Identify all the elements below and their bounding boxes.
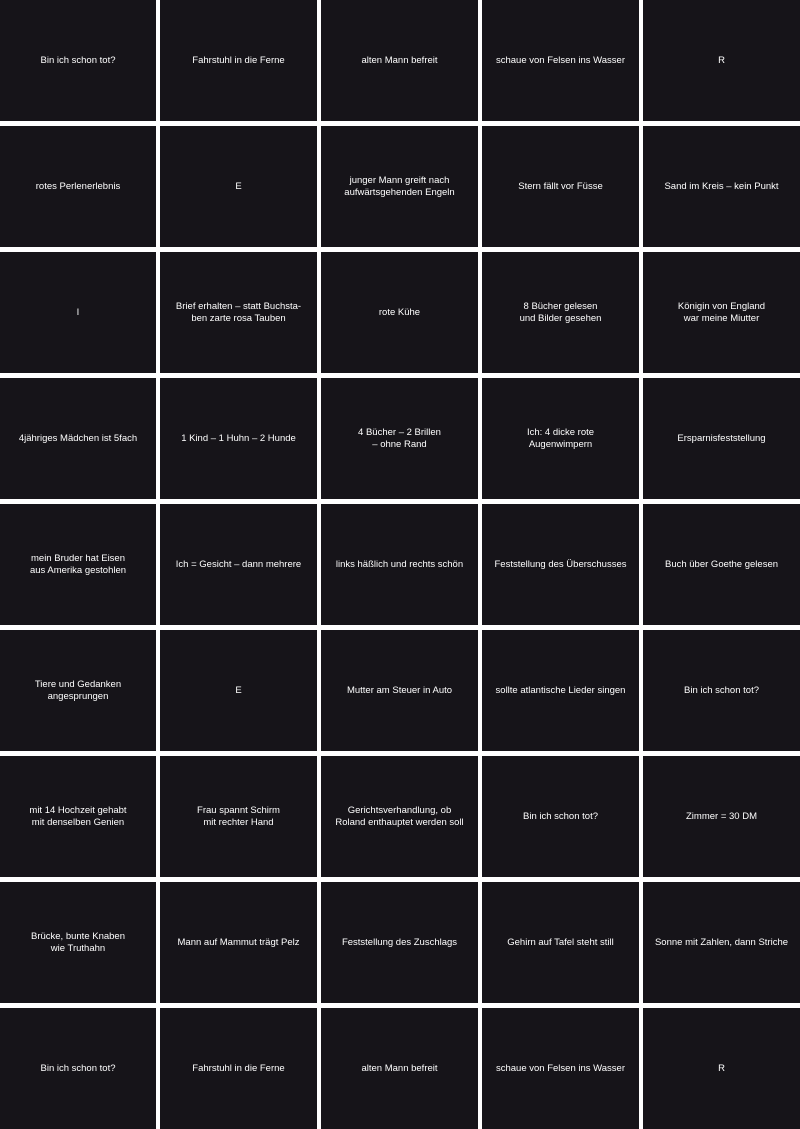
- card-text: 4 Bücher – 2 Brillen – ohne Rand: [358, 427, 441, 450]
- card-r6-c1: [0, 630, 156, 751]
- card-text: R: [718, 1062, 725, 1074]
- card-r4-c2: [160, 378, 317, 499]
- card-r3-c5: [643, 252, 800, 373]
- card-text: Fahrstuhl in die Ferne: [192, 1062, 285, 1074]
- card-text: Ersparnisfeststellung: [677, 432, 766, 444]
- card-text: 8 Bücher gelesen und Bilder gesehen: [519, 301, 602, 324]
- card-text: Brief erhalten – statt Buchsta- ben zarte rosa Tauben: [175, 301, 302, 324]
- card-text: Königin von England war meine Miutter: [677, 301, 766, 324]
- card-text: Frau spannt Schirm mit rechter Hand: [197, 805, 280, 828]
- card-r2-c5: [643, 126, 800, 247]
- card-text: rotes Perlenerlebnis: [35, 180, 121, 192]
- card-r1-c4: [482, 0, 639, 121]
- card-text: Bin ich schon tot?: [40, 54, 116, 66]
- card-r9-c3: [321, 1008, 478, 1129]
- card-text: Stern fällt vor Füsse: [518, 180, 603, 192]
- card-r5-c3: [321, 504, 478, 625]
- card-text: Bin ich schon tot?: [523, 810, 598, 822]
- card-r6-c2: [160, 630, 317, 751]
- card-text: Buch über Goethe gelesen: [664, 558, 779, 570]
- card-text: Ich = Gesicht – dann mehrere: [175, 558, 302, 570]
- card-text: I: [76, 306, 80, 318]
- card-r4-c1: [0, 378, 156, 499]
- card-text: rote Kühe: [378, 306, 421, 318]
- card-r7-c5: [643, 756, 800, 877]
- card-r1-c1: [0, 0, 156, 121]
- card-text: Tiere und Gedanken angesprungen: [34, 679, 122, 702]
- card-r9-c5: [643, 1008, 800, 1129]
- card-text: E: [235, 684, 242, 696]
- card-r2-c2: [160, 126, 317, 247]
- card-r4-c4: [482, 378, 639, 499]
- card-r4-c5: [643, 378, 800, 499]
- card-r4-c3: [321, 378, 478, 499]
- card-text: Ich: 4 dicke rote Augenwimpern: [526, 427, 595, 450]
- card-text: alten Mann befreit: [361, 1062, 438, 1074]
- card-text: Gerichtsverhandlung, ob Roland enthauptet werden soll: [335, 805, 464, 828]
- card-r8-c4: [482, 882, 639, 1003]
- card-text: Zimmer = 30 DM: [686, 810, 757, 822]
- card-text: Feststellung des Überschusses: [494, 558, 627, 570]
- card-r7-c4: [482, 756, 639, 877]
- card-text: alten Mann befreit: [361, 54, 438, 66]
- card-r1-c2: [160, 0, 317, 121]
- card-r9-c2: [160, 1008, 317, 1129]
- card-text: Brücke, bunte Knaben wie Truthahn: [30, 931, 125, 954]
- card-r9-c1: [0, 1008, 156, 1129]
- card-text: Feststellung des Zuschlags: [341, 936, 458, 948]
- card-text: Sand im Kreis – kein Punkt: [664, 180, 779, 192]
- card-text: schaue von Felsen ins Wasser: [495, 1062, 625, 1074]
- card-text: 4jähriges Mädchen ist 5fach: [18, 432, 138, 444]
- card-r5-c5: [643, 504, 800, 625]
- card-text: junger Mann greift nach aufwärtsgehenden Engeln: [344, 175, 455, 198]
- card-r6-c4: [482, 630, 639, 751]
- card-r3-c2: [160, 252, 317, 373]
- card-r5-c1: [0, 504, 156, 625]
- card-r9-c4: [482, 1008, 639, 1129]
- card-r2-c1: [0, 126, 156, 247]
- card-text: links häßlich und rechts schön: [335, 558, 464, 570]
- card-r8-c3: [321, 882, 478, 1003]
- card-text: sollte atlantische Lieder singen: [495, 684, 626, 696]
- card-text: mein Bruder hat Eisen aus Amerika gestohlen: [29, 553, 127, 576]
- card-text: Bin ich schon tot?: [40, 1062, 116, 1074]
- card-r7-c1: [0, 756, 156, 877]
- card-r3-c4: [482, 252, 639, 373]
- card-text: R: [718, 54, 725, 66]
- card-r8-c2: [160, 882, 317, 1003]
- card-text: Fahrstuhl in die Ferne: [192, 54, 285, 66]
- card-r5-c2: [160, 504, 317, 625]
- card-text: schaue von Felsen ins Wasser: [495, 54, 625, 66]
- card-r3-c1: [0, 252, 156, 373]
- card-r2-c3: [321, 126, 478, 247]
- card-text: Gehirn auf Tafel steht still: [507, 936, 614, 948]
- card-r8-c1: [0, 882, 156, 1003]
- card-r7-c2: [160, 756, 317, 877]
- card-r1-c5: [643, 0, 800, 121]
- card-r2-c4: [482, 126, 639, 247]
- card-r6-c3: [321, 630, 478, 751]
- card-text: 1 Kind – 1 Huhn – 2 Hunde: [181, 432, 296, 444]
- card-r3-c3: [321, 252, 478, 373]
- card-text: Mann auf Mammut trägt Pelz: [177, 936, 300, 948]
- card-r7-c3: [321, 756, 478, 877]
- card-r8-c5: [643, 882, 800, 1003]
- card-text: Bin ich schon tot?: [684, 684, 759, 696]
- card-r1-c3: [321, 0, 478, 121]
- card-text: E: [235, 180, 242, 192]
- card-text: Mutter am Steuer in Auto: [346, 684, 453, 696]
- card-r6-c5: [643, 630, 800, 751]
- card-r5-c4: [482, 504, 639, 625]
- card-text: Sonne mit Zahlen, dann Striche: [654, 936, 789, 948]
- card-text: mit 14 Hochzeit gehabt mit denselben Genien: [29, 805, 127, 828]
